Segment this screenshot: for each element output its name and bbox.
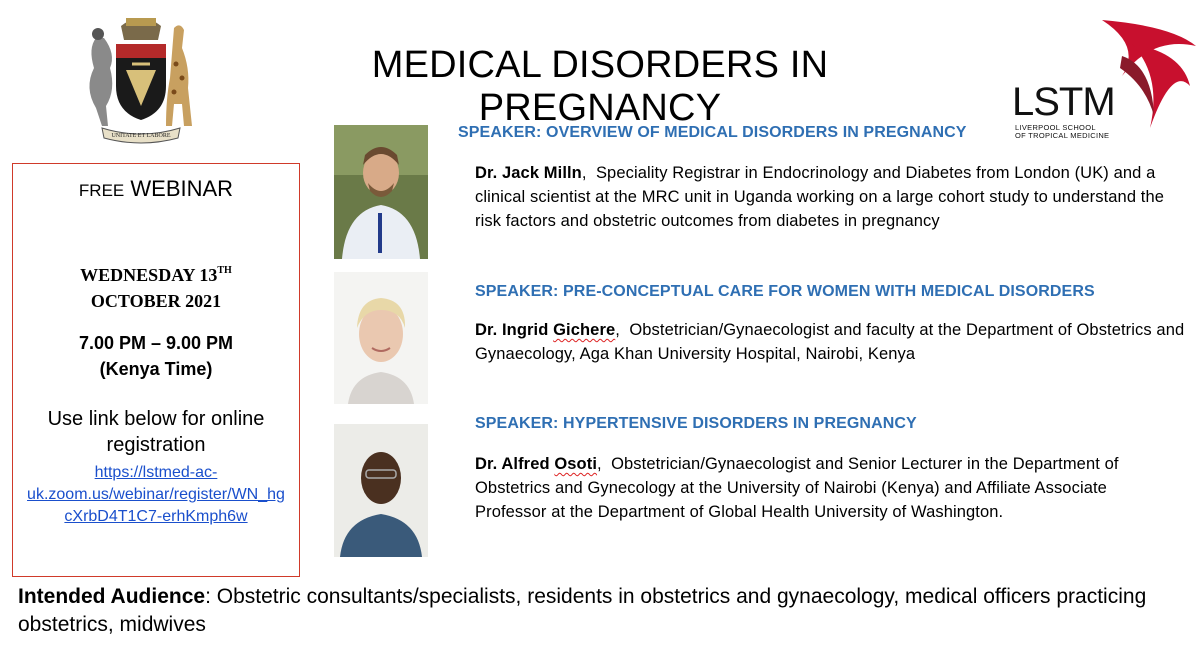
speaker-photo-alfred-osoti — [334, 424, 428, 557]
event-date: WEDNESDAY 13TH OCTOBER 2021 — [80, 265, 232, 311]
speaker-3-bio: Dr. Alfred Osoti, Obstetrician/Gynaecologist and Senior Lecturer in the Department of Obstetrics and Gynecology at the University of Nairobi (Kenya) and Affiliate Associate Professor at the Department of Global Health University of Washington. — [475, 455, 1119, 521]
svg-text:UNITATE ET LABORE: UNITATE ET LABORE — [111, 133, 171, 139]
speaker-1-heading: SPEAKER: OVERVIEW OF MEDICAL DISORDERS IN PREGNANCY — [458, 124, 967, 141]
lstm-subtitle: LIVERPOOL SCHOOL OF TROPICAL MEDICINE — [1015, 123, 1110, 140]
university-crest-logo — [66, 8, 216, 146]
lstm-wordmark: LSTM — [1012, 80, 1115, 124]
event-time: 7.00 PM – 9.00 PM (Kenya Time) — [78, 333, 234, 379]
free-webinar-label: FREE WEBINAR — [78, 176, 234, 201]
page-title: MEDICAL DISORDERS IN PREGNANCY — [371, 44, 829, 129]
speaker-2-name: Dr. Ingrid Gichere — [475, 321, 616, 339]
registration-link[interactable]: https://lstmed-ac- uk.zoom.us/webinar/register/WN_hg cXrbD4T1C7-erhKmph6w — [27, 464, 285, 525]
speaker-1-name: Dr. Jack Milln — [475, 164, 582, 182]
lstm-logo — [1012, 16, 1197, 140]
speaker-photo-jack-milln — [334, 125, 428, 259]
audience-label: Intended Audience — [18, 585, 206, 608]
intended-audience: Intended Audience: Obstetric consultants/specialists, residents in obstetrics and gynaecology, medical officers practicing obstetrics, midwives — [18, 585, 1147, 636]
registration-instructions: Use link below for online registration — [47, 408, 265, 456]
speaker-photo-ingrid-gichere — [334, 272, 428, 404]
webinar-info-box — [12, 163, 300, 577]
speaker-1-bio: Dr. Jack Milln, Speciality Registrar in Endocrinology and Diabetes from London (UK) and a clinical scientist at the MRC unit in Uganda working on a large cohort study to understand the risk factors and obstetric outcomes from diabetes in pregnancy — [475, 164, 1165, 230]
speaker-3-name: Dr. Alfred Osoti — [475, 455, 598, 473]
speaker-2-bio: Dr. Ingrid Gichere, Obstetrician/Gynaecologist and faculty at the Department of Obstetrics and Gynaecology, Aga Khan University Hospital, Nairobi, Kenya — [475, 321, 1185, 363]
speaker-3-heading: SPEAKER: HYPERTENSIVE DISORDERS IN PREGNANCY — [475, 415, 917, 432]
speaker-2-heading: SPEAKER: PRE-CONCEPTUAL CARE FOR WOMEN WITH MEDICAL DISORDERS — [475, 283, 1095, 300]
